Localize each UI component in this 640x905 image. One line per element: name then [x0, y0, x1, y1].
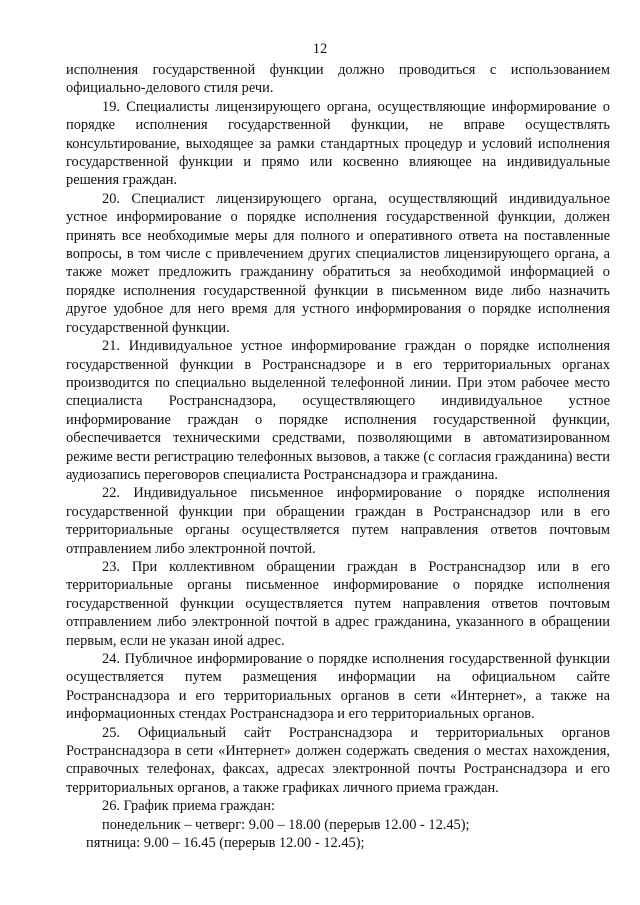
document-body [66, 61, 610, 852]
page-number: 12 [312, 41, 328, 57]
paragraph-continuation: исполнения государственной функции должно проводиться с использованием официально-делового стиля речи. [66, 62, 610, 97]
paragraph-19: 19. Специалисты лицензирующего органа, осуществляющие информирование о порядке исполнения государственной функции, не вправе осуществлять консультирование, выходящее за рамки стандартных процедур и условий исполнения государственной функции и прямо или косвенно влияющее на индивидуальные решения граждан. [66, 98, 610, 189]
paragraph-22: 22. Индивидуальное письменное информирование о порядке исполнения государственной функции при обращении граждан в Ространснадзор или в его территориальные органы осуществляется путем направления ответов почтовым отправлением либо электронной почтой. [66, 485, 610, 557]
paragraph-26-heading: 26. График приема граждан: [102, 798, 276, 815]
paragraph-25: 25. Официальный сайт Ространснадзора и территориальных органов Ространснадзора в сети «Интернет» должен содержать сведения о местах нахождения, справочных телефонах, факсах, адресах электронной почты Ространснадзора и его территориальных органов, а также графиках личного приема граждан. [66, 724, 610, 796]
paragraph-20: 20. Специалист лицензирующего органа, осуществляющий индивидуальное устное информирование о порядке исполнения государственной функции, должен принять все необходимые меры для полного и оперативного ответа на поставленные вопросы, в том числе с привлечением других специалистов лицензирующего органа, а также может предложить гражданину обратиться за необходимой информацией о порядке исполнения государственной функции в письменном виде либо назначить другое удобное для него время для устного информирования о порядке исполнения государственной функции. [66, 190, 610, 336]
paragraph-23: 23. При коллективном обращении граждан в Ространснадзор или в его территориальные органы письменное информирование о порядке исполнения государственной функции осуществляется путем направления ответов почтовым отправлением либо электронной почтой в адрес гражданина, указанного в обращении первым, если не указан иной адрес. [66, 558, 610, 649]
paragraph-24: 24. Публичное информирование о порядке исполнения государственной функции осуществляется путем размещения информации на официальном сайте Ространснадзора и его территориальных органов в сети «Интернет», а также на информационных стендах Ространснадзора и его территориальных органов. [66, 651, 610, 723]
schedule-line-mon-thu: понедельник – четверг: 9.00 – 18.00 (перерыв 12.00 - 12.45); [102, 816, 470, 833]
paragraph-21: 21. Индивидуальное устное информирование граждан о порядке исполнения государственной функции в Ространснадзоре и в его территориальных органах производится по специально выделенной телефонной линии. При этом рабочее место специалиста Ространснадзора, осуществляющего индивидуальное устное информирование граждан о порядке исполнения государственной функции, обеспечивается техническими средствами, позволяющими в автоматизированном режиме вести регистрацию телефонных вызовов, а также (с согласия гражданина) вести аудиозапись переговоров специалиста Ространснадзора и гражданина. [66, 338, 610, 483]
schedule-line-fri: пятница: 9.00 – 16.45 (перерыв 12.00 - 12.45); [86, 835, 365, 852]
